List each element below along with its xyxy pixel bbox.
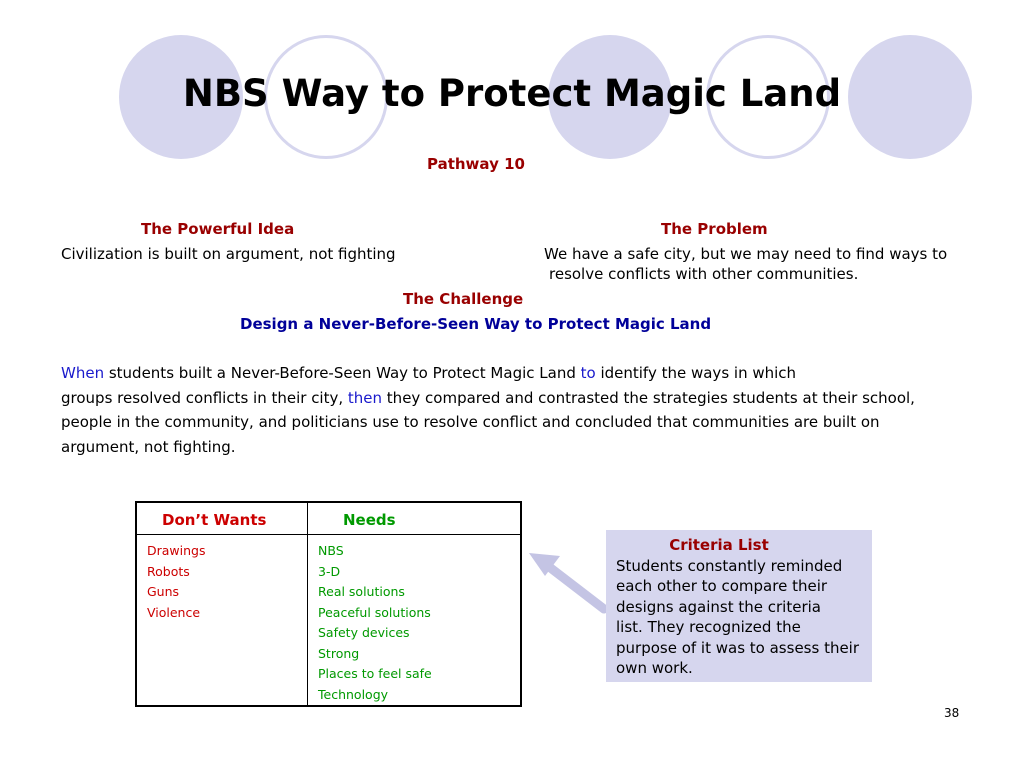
- keyword-when: When: [61, 364, 105, 382]
- list-item: Technology: [318, 686, 389, 702]
- list-item: 3-D: [318, 563, 341, 579]
- list-item: Guns: [147, 584, 180, 599]
- summary-line-3: people in the community, and politicians use to resolve conflict and concluded that communities are built on: [61, 413, 880, 431]
- list-item: Places to feel safe: [318, 666, 432, 681]
- criteria-line: each other to compare their: [616, 577, 828, 595]
- criteria-line: list. They recognized the: [616, 618, 801, 636]
- needs-header: Needs: [343, 511, 396, 529]
- list-item: Real solutions: [318, 584, 405, 599]
- summary-line-4: argument, not fighting.: [61, 438, 236, 456]
- criteria-line: designs against the criteria: [616, 597, 821, 616]
- powerful-idea-heading: The Powerful Idea: [141, 220, 295, 238]
- summary-text: groups resolved conflicts in their city,: [61, 389, 348, 407]
- pathway-label: Pathway 10: [427, 155, 525, 173]
- problem-text-line1: We have a safe city, but we may need to find ways to: [544, 245, 948, 263]
- list-item: NBS: [318, 543, 344, 558]
- list-item: Robots: [147, 563, 190, 579]
- challenge-heading: The Challenge: [403, 290, 524, 308]
- slide-number: 38: [944, 706, 960, 720]
- list-item: Violence: [147, 604, 201, 620]
- problem-text-line2: resolve conflicts with other communities.: [549, 265, 859, 283]
- list-item: Strong: [318, 645, 360, 661]
- criteria-line: Students constantly reminded: [616, 556, 843, 575]
- summary-text: they compared and contrasted the strategies students at their school,: [382, 389, 915, 407]
- criteria-list-box: [606, 530, 872, 682]
- dont-wants-header: Don’t Wants: [162, 511, 267, 529]
- summary-text: students built a Never-Before-Seen Way to Protect Magic Land: [104, 364, 581, 382]
- slide-title: NBS Way to Protect Magic Land: [182, 72, 842, 115]
- summary-text: identify the ways in which: [595, 364, 797, 382]
- keyword-to: to: [580, 364, 596, 382]
- problem-heading: The Problem: [661, 220, 768, 238]
- powerful-idea-text: Civilization is built on argument, not fighting: [61, 245, 396, 263]
- criteria-line: purpose of it was to assess their: [616, 638, 860, 657]
- keyword-then: then: [347, 389, 383, 407]
- criteria-heading: Criteria List: [669, 536, 769, 554]
- list-item: Safety devices: [318, 625, 410, 640]
- list-item: Peaceful solutions: [318, 604, 431, 620]
- challenge-text: Design a Never-Before-Seen Way to Protect Magic Land: [240, 315, 712, 333]
- list-item: Drawings: [147, 543, 206, 558]
- criteria-line: own work.: [616, 659, 693, 677]
